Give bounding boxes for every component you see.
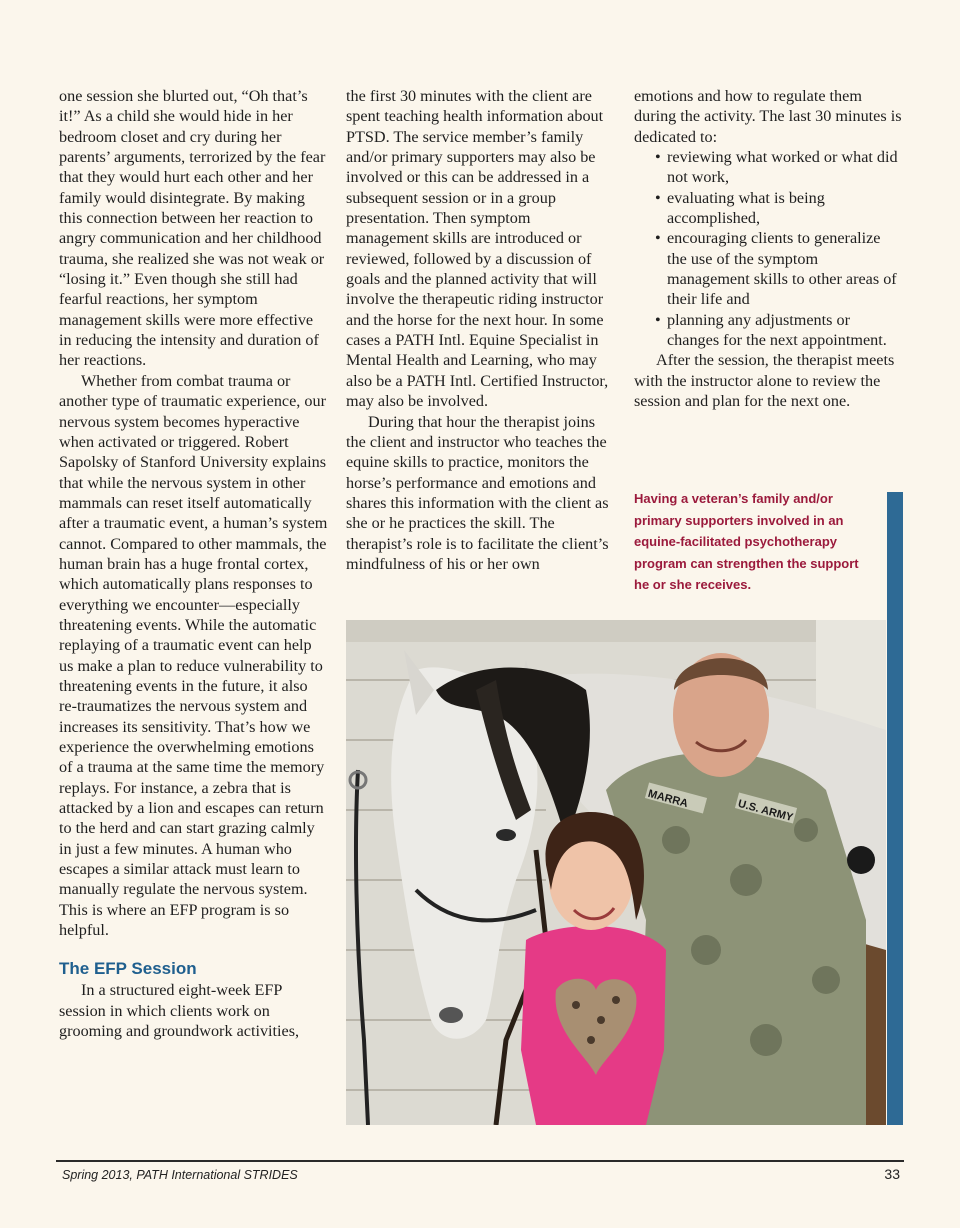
bullet-item: • encouraging clients to generalize the use of the symptom management skills to other areas of their life and — [655, 228, 904, 309]
paragraph: After the session, the therapist meets with the instructor alone to review the session and plan for the next one. — [634, 351, 895, 411]
photo-caption: Having a veteran’s family and/or primary supporters involved in an equine-facilitated psychotherapy program can strengthen the support he or she receives. — [634, 491, 859, 593]
text-column-2 — [346, 86, 614, 574]
bullet-item: • reviewing what worked or what did not work, — [655, 147, 904, 188]
page-number: 33 — [884, 1166, 900, 1182]
section-heading: The EFP Session — [59, 959, 197, 979]
bullet-item: • evaluating what is being accomplished, — [655, 188, 904, 229]
text-column-3 — [634, 86, 904, 412]
footer-rule — [56, 1160, 904, 1162]
accent-bar — [887, 492, 903, 1125]
footer-publication: Spring 2013, PATH International STRIDES — [62, 1168, 298, 1182]
uniform-name-tape: MARRA — [646, 787, 690, 811]
paragraph: the first 30 minutes with the client are spent teaching health information about PTSD. The service member’s family and/or primary supporters may also be involved or this can be addressed in a subsequent session or in a group presentation. Then symptom management skills are introduced or reviewed, followed by a discussion of goals and the planned activity that will involve the therapeutic riding instructor and the horse for the next hour. In some cases a PATH Intl. Equine Specialist in Mental Health and Learning, who may also be a PATH Intl. Certified Instructor, may also be involved. — [346, 87, 609, 411]
bullet-item: • planning any adjustments or changes for the next appointment. — [655, 310, 904, 351]
paragraph: one session she blurted out, “Oh that’s it!” As a child she would hide in her bedroom closet and cry during her parents’ arguments, terrorized by the fear that they would hurt each other and her family would disintegrate. By making this connection between her reaction to angry communication and her childhood trauma, she realized she was not weak or “losing it.” Even though she still had fearful reactions, her symptom management skills were more effective in reducing the intensity and duration of her reactions. — [59, 87, 326, 370]
paragraph: During that hour the therapist joins the client and instructor who teaches the equine skills to practice, monitors the horse’s performance and emotions and shares this information with the client as she or he practices the skill. The therapist’s role is to facilitate the client’s mindfulness of his or her own — [346, 412, 609, 573]
photo-horse-soldier-girl — [346, 620, 886, 1125]
text-column-1 — [59, 86, 329, 1041]
photo-illustration — [346, 620, 886, 1125]
bullet-list — [634, 147, 904, 350]
uniform-branch-tape: U.S. ARMY — [736, 797, 795, 825]
paragraph: In a structured eight-week EFP session in which clients work on grooming and groundwork activities, — [59, 981, 300, 1041]
paragraph: emotions and how to regulate them during the activity. The last 30 minutes is dedicated to: — [634, 87, 902, 146]
paragraph: Whether from combat trauma or another type of traumatic experience, our nervous system becomes hyperactive when activated or triggered. Robert Sapolsky of Stanford University explains that while the nervous system in other mammals can reset itself automatically after a traumatic event, a human’s system cannot. Compared to other mammals, the human brain has a huge frontal cortex, which automatically plans responses to everything we encounter—especially threatening events. While the automatic replaying of a traumatic event can help us make a plan to reduce vulnerability to threatening events in the future, it also re-traumatizes the nervous system and increases its sensitivity. That’s how we experience the overwhelming emotions of a trauma at the same time the memory replays. For instance, a zebra that is attacked by a lion and escapes can return to the herd and can start grazing calmly in just a few minutes. A human who escapes a similar attack must learn to manually regulate the nervous system. This is where an EFP program is so helpful. — [59, 371, 328, 940]
